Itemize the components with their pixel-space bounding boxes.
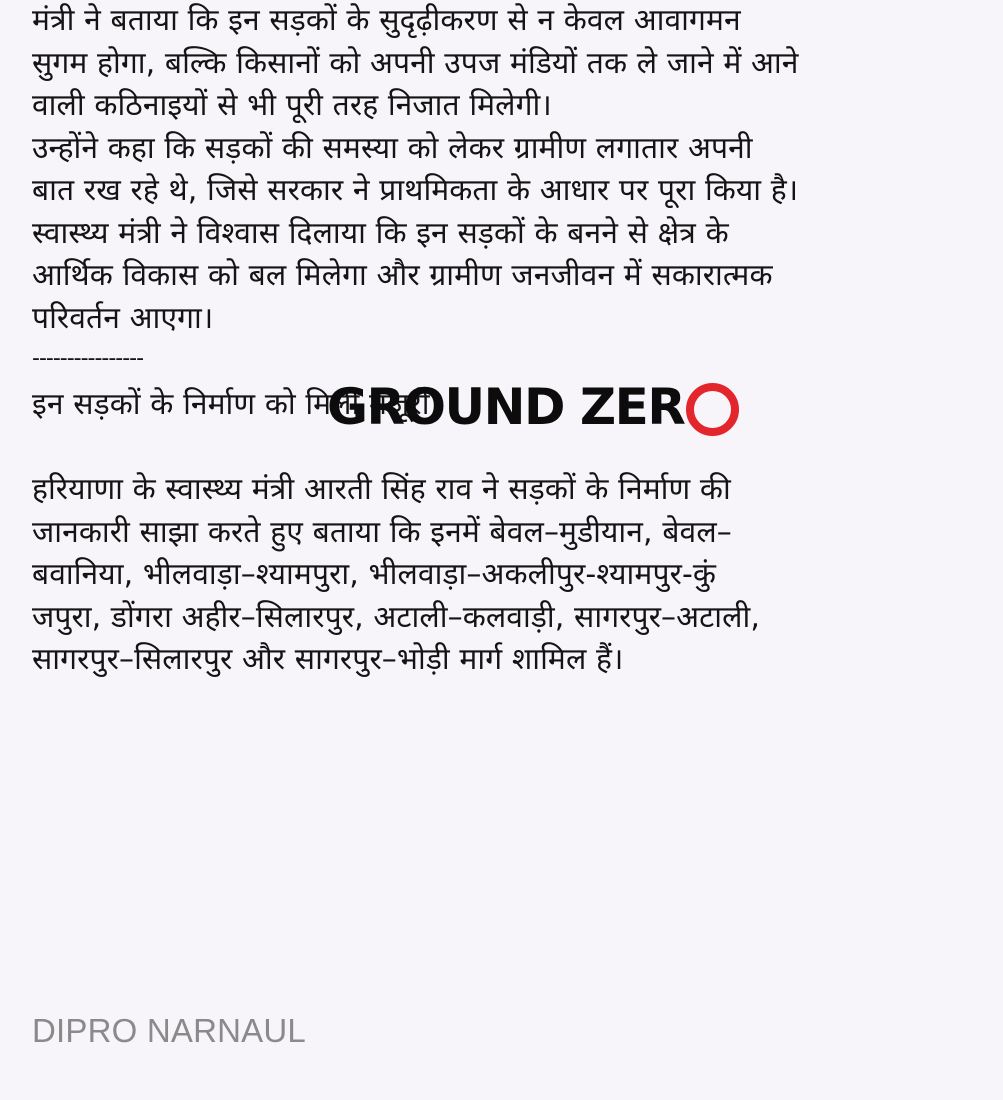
subheading: इन सड़कों के निर्माण को मिली मंजूरी (32, 387, 430, 422)
section-divider: ---------------- (32, 346, 144, 371)
source-footer: DIPRO NARNAUL (32, 1012, 306, 1049)
para1-line-3: वाली कठिनाइयों से भी पूरी तरह निजात मिलेगी। (32, 88, 552, 123)
para1-line-1: मंत्री ने बताया कि इन सड़कों के सुदृढ़ीकरण से न केवल आवागमन (32, 3, 741, 38)
watermark-text: GROUND ZER (327, 378, 685, 436)
para3-line-1: स्वास्थ्य मंत्री ने विश्वास दिलाया कि इन सड़कों के बनने से क्षेत्र के (32, 215, 729, 251)
para3-line-3: परिवर्तन आएगा। (32, 300, 214, 336)
ground-zero-watermark (327, 376, 739, 438)
para2-line-2: बात रख रहे थे, जिसे सरकार ने प्राथमिकता के आधार पर पूरा किया है। (32, 173, 799, 208)
para4-line-5: सागरपुर–सिलारपुर और सागरपुर–भोड़ी मार्ग शामिल हैं। (32, 642, 624, 677)
para4-line-2: जानकारी साझा करते हुए बताया कि इनमें बेवल–मुडीयान, बेवल– (32, 514, 732, 550)
para4-line-4: जपुरा, डोंगरा अहीर–सिलारपुर, अटाली–कलवाड़ी, सागरपुर–अटाली, (32, 599, 761, 635)
article-body (32, 0, 982, 682)
para1-line-2: सुगम होगा, बल्कि किसानों को अपनी उपज मंडियों तक ले जाने में आने (32, 45, 799, 81)
para4-line-1: हरियाणा के स्वास्थ्य मंत्री आरती सिंह राव ने सड़कों के निर्माण की (32, 472, 731, 507)
para2-line-1: उन्होंने कहा कि सड़कों की समस्या को लेकर ग्रामीण लगातार अपनी (32, 130, 753, 166)
para4-line-3: बवानिया, भीलवाड़ा–श्यामपुरा, भीलवाड़ा–अकलीपुर-श्यामपुर-कुं (32, 557, 717, 592)
para3-line-2: आर्थिक विकास को बल मिलेगा और ग्रामीण जनजीवन में सकारात्मक (32, 258, 773, 293)
watermark-ring-icon (686, 383, 739, 436)
